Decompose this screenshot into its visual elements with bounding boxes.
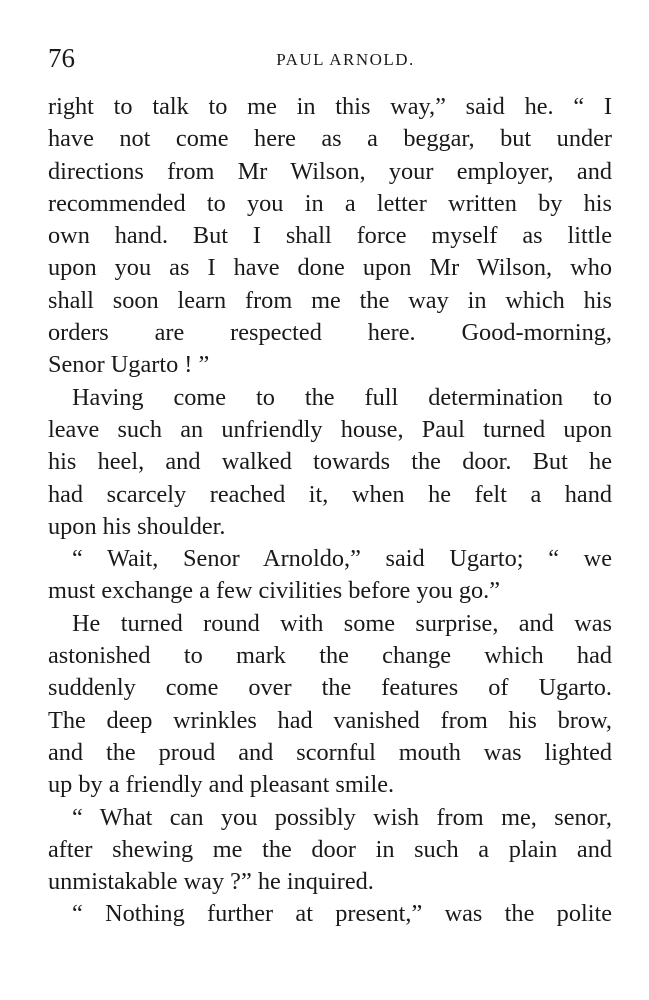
text-line: “ Nothing further at present,” was the polite — [72, 900, 612, 928]
text-line: Having come to the full determination to — [72, 383, 612, 411]
text-line: “ Wait, Senor Arnoldo,” said Ugarto; “ we — [72, 545, 612, 573]
text-line: shall soon learn from me the way in which his — [48, 286, 612, 314]
text-line: directions from Mr Wilson, your employer, and — [48, 157, 612, 185]
paragraph — [48, 802, 612, 899]
paragraph — [48, 382, 612, 543]
text-line: “ What can you possibly wish from me, senor, — [72, 803, 612, 831]
text-line: own hand. But I shall force myself as little — [48, 222, 612, 250]
text-line: recommended to you in a letter written by his — [48, 189, 612, 217]
text-line: unmistakable way ?” he inquired. — [48, 868, 374, 896]
text-line: after shewing me the door in such a plain and — [48, 835, 612, 863]
paragraph — [48, 608, 612, 802]
text-line: Senor Ugarto ! ” — [48, 351, 210, 379]
text-line: and the proud and scornful mouth was lighted — [48, 738, 612, 766]
text-line: orders are respected here. Good-morning, — [48, 319, 612, 347]
text-line: suddenly come over the features of Ugarto. — [48, 674, 612, 702]
text-line: He turned round with some surprise, and was — [72, 609, 612, 637]
paragraph — [48, 91, 612, 382]
text-line: leave such an unfriendly house, Paul turned upon — [48, 415, 612, 443]
text-line: upon you as I have done upon Mr Wilson, who — [48, 254, 612, 282]
text-line: upon his shoulder. — [48, 512, 226, 540]
text-line: astonished to mark the change which had — [48, 642, 612, 670]
text-line: have not come here as a beggar, but under — [48, 125, 612, 153]
running-head: PAUL ARNOLD. — [276, 50, 415, 69]
page-header — [48, 38, 613, 78]
text-line: up by a friendly and pleasant smile. — [48, 771, 395, 799]
body-text — [48, 91, 612, 931]
text-line: must exchange a few civilities before you go.” — [48, 577, 501, 605]
text-line: right to talk to me in this way,” said he. “ I — [48, 93, 612, 120]
text-line: had scarcely reached it, when he felt a hand — [48, 480, 612, 508]
paragraph — [48, 543, 612, 608]
text-line: The deep wrinkles had vanished from his brow, — [48, 706, 612, 734]
paragraph — [48, 898, 612, 930]
page-number: 76 — [48, 43, 75, 73]
text-line: his heel, and walked towards the door. But he — [48, 448, 612, 476]
